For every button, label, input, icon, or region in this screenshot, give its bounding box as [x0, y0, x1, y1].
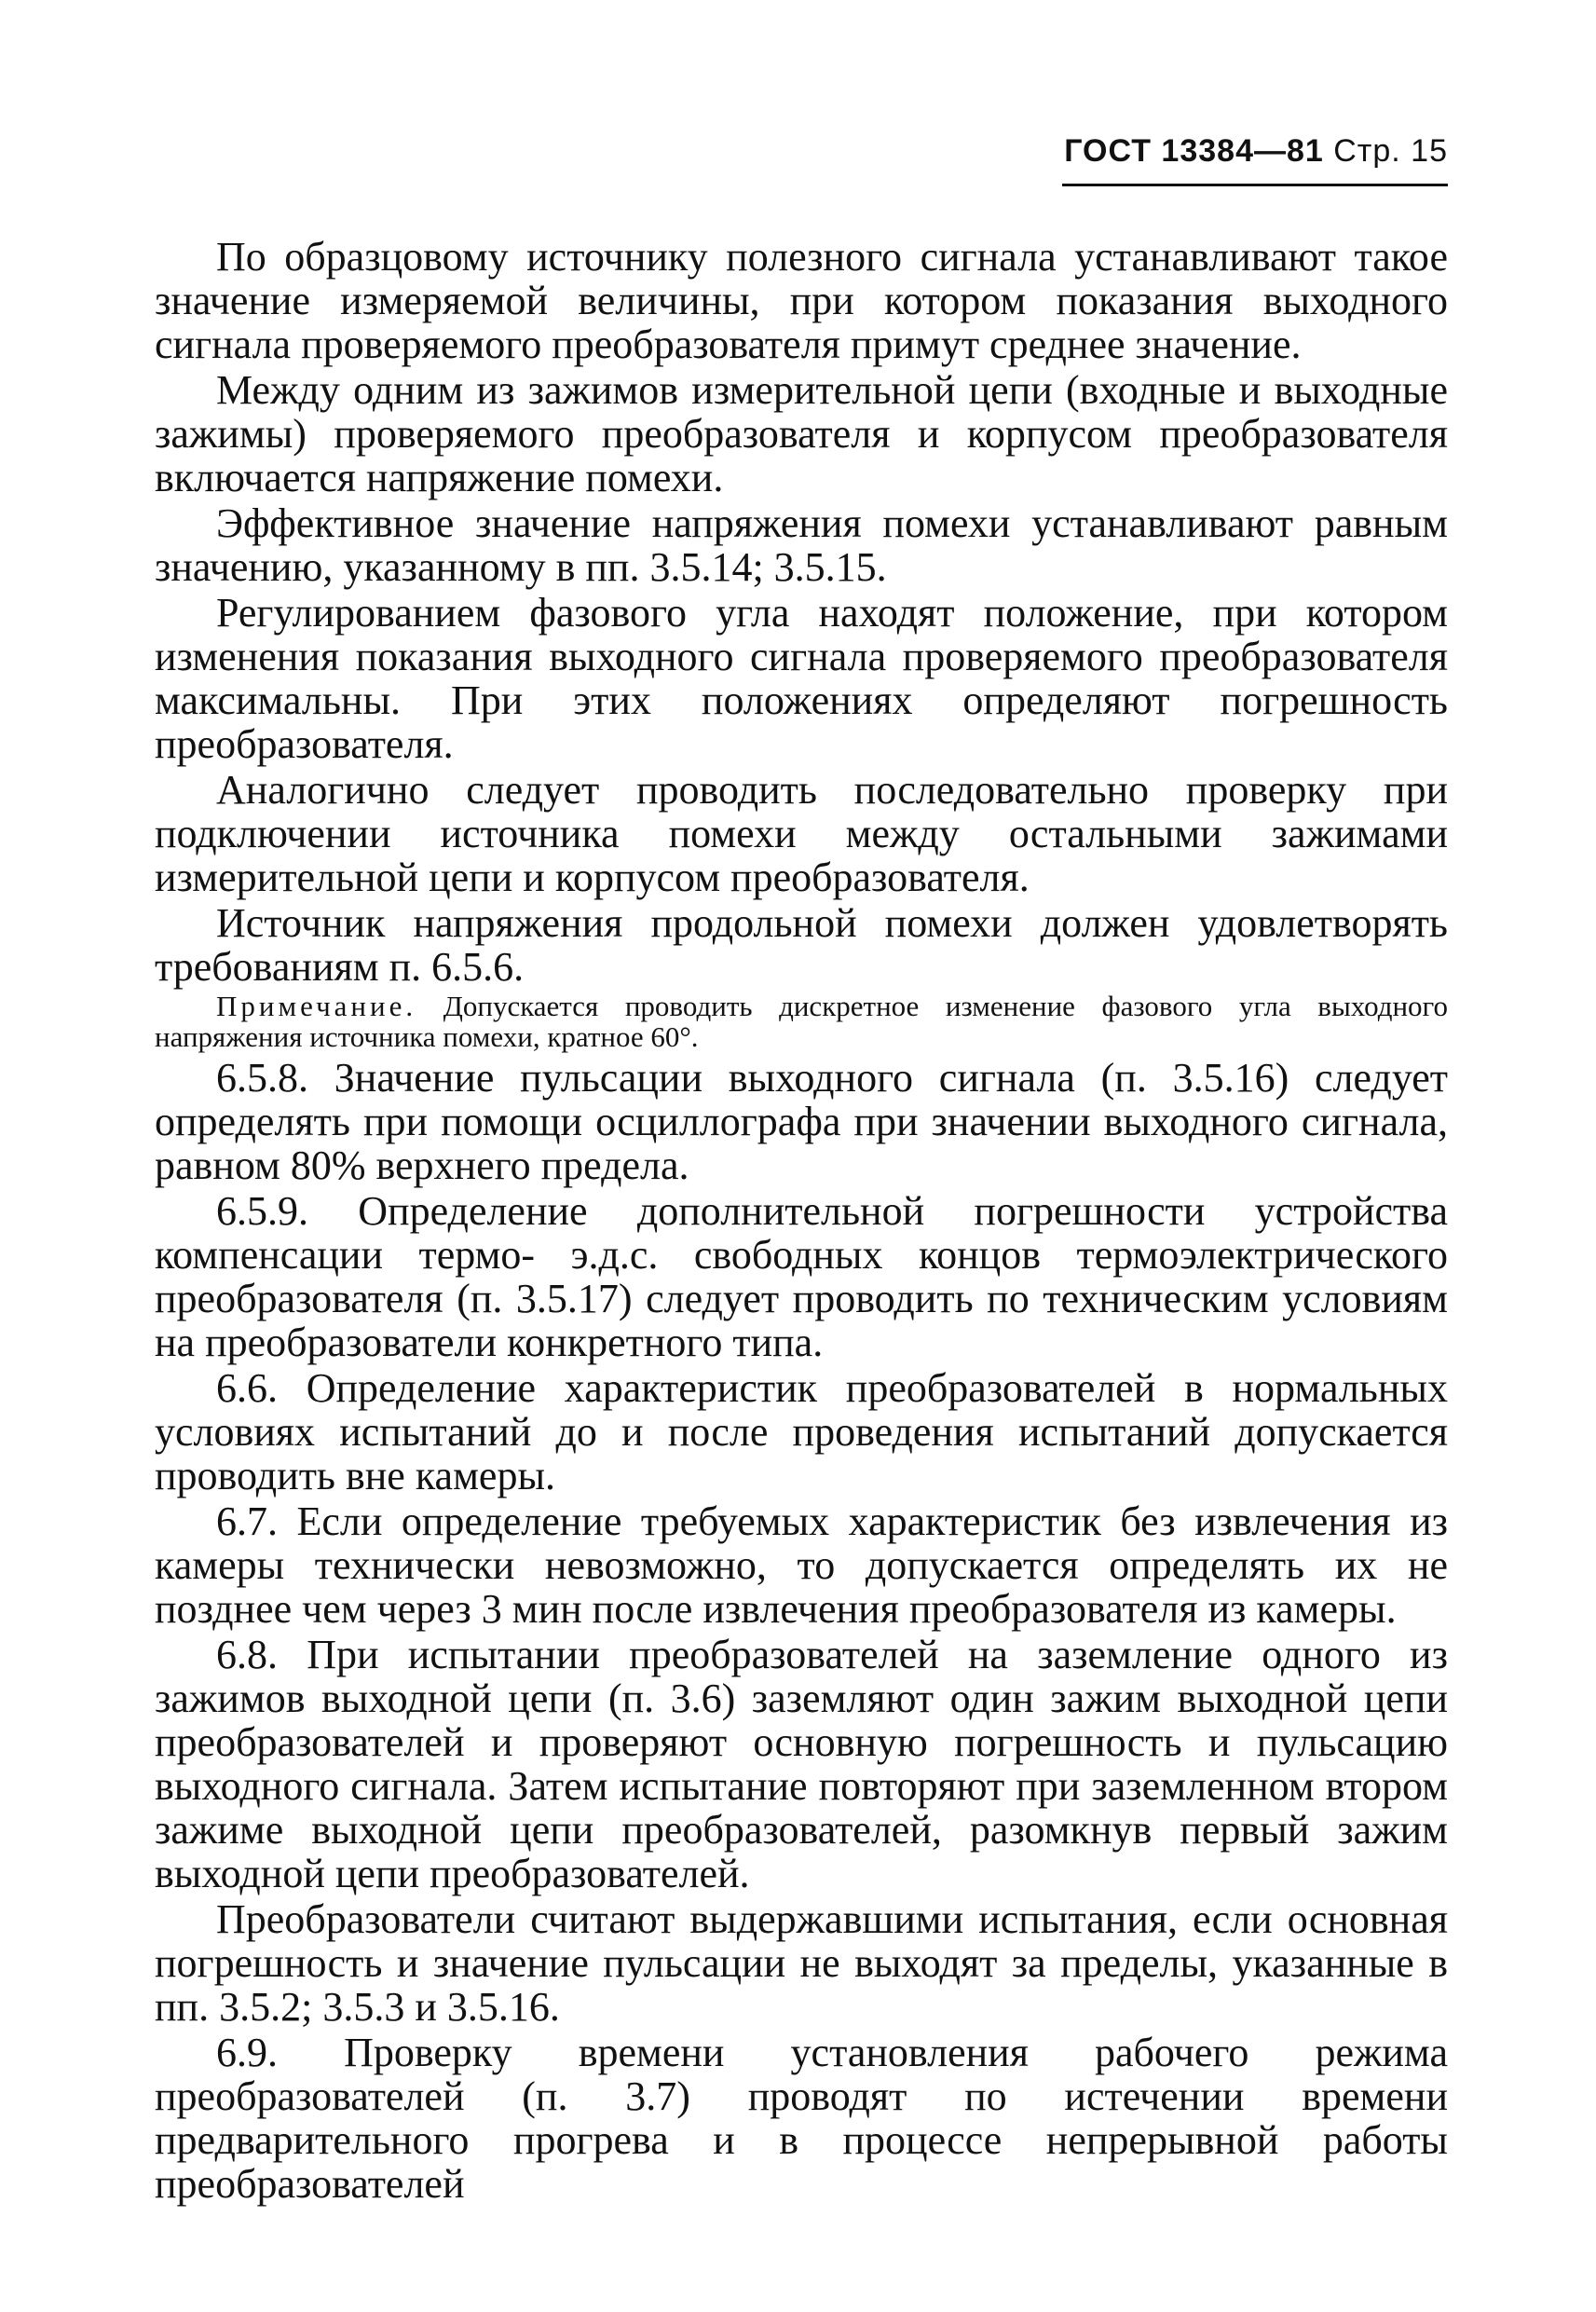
standard-number: ГОСТ 13384—81: [1064, 133, 1324, 169]
note: [155, 991, 1448, 1052]
paragraph: По образцовому источнику полезного сигнала устанавливают такое значение измеряемой величины, при котором показания выходного сигнала проверяемого преобразователя примут среднее значение.: [155, 234, 1448, 367]
paragraph: Регулированием фазового угла находят положение, при котором изменения показания выходного сигнала проверяемого преобразователя максимальны. При этих положениях определяют погрешность преобразователя.: [155, 590, 1448, 767]
paragraph: Аналогично следует проводить последовательно проверку при подключении источника помехи между остальными зажимами измерительной цепи и корпусом преобразователя.: [155, 767, 1448, 900]
paragraph: Источник напряжения продольной помехи должен удовлетворять требованиям п. 6.5.6.: [155, 900, 1448, 990]
paragraph: Преобразователи считают выдержавшими испытания, если основная погрешность и значение пульсации не выходят за пределы, указанные в пп. 3.5.2; 3.5.3 и 3.5.16.: [155, 1896, 1448, 2030]
page-number: Стр. 15: [1333, 133, 1448, 169]
section-6-9: 6.9. Проверку времени установления рабочего режима преобразователей (п. 3.7) проводят по истечении времени предварительного прогрева и в процессе непрерывной работы преобразователей: [155, 2030, 1448, 2207]
section-6-5-8: 6.5.8. Значение пульсации выходного сигнала (п. 3.5.16) следует определять при помощи осциллографа при значении выходного сигнала, равном 80% верхнего предела.: [155, 1055, 1448, 1188]
section-6-8: 6.8. При испытании преобразователей на заземление одного из зажимов выходной цепи (п. 3.6) заземляют один зажим выходной цепи преобразователей и проверяют основную погрешность и пульсацию выходного сигнала. Затем испытание повторяют при заземленном втором зажиме выходной цепи преобразователей, разомкнув первый зажим выходной цепи преобразователей.: [155, 1632, 1448, 1896]
body-text: [155, 235, 1448, 2208]
header-rule: [1062, 184, 1448, 186]
paragraph: Между одним из зажимов измерительной цепи (входные и выходные зажимы) проверяемого преобразователя и корпусом преобразователя включается напряжение помехи.: [155, 367, 1448, 500]
paragraph: Эффективное значение напряжения помехи устанавливают равным значению, указанному в пп. 3.5.14; 3.5.15.: [155, 500, 1448, 590]
section-6-5-9: 6.5.9. Определение дополнительной погрешности устройства компенсации термо- э.д.с. свободных концов термоэлектрического преобразователя (п. 3.5.17) следует проводить по техническим условиям на преобразователи конкретного типа.: [155, 1188, 1448, 1365]
page-header: [1062, 132, 1448, 170]
note-label: Примечание.: [216, 990, 417, 1022]
section-6-6: 6.6. Определение характеристик преобразователей в нормальных условиях испытаний до и после проведения испытаний допускается проводить вне камеры.: [155, 1365, 1448, 1498]
note-text: Допускается проводить дискретное изменение фазового угла выходного напряжения источника помехи, кратное 60°.: [155, 990, 1448, 1053]
section-6-7: 6.7. Если определение требуемых характеристик без извлечения из камеры технически невозможно, то допускается определять их не позднее чем через 3 мин после извлечения преобразователя из камеры.: [155, 1498, 1448, 1632]
